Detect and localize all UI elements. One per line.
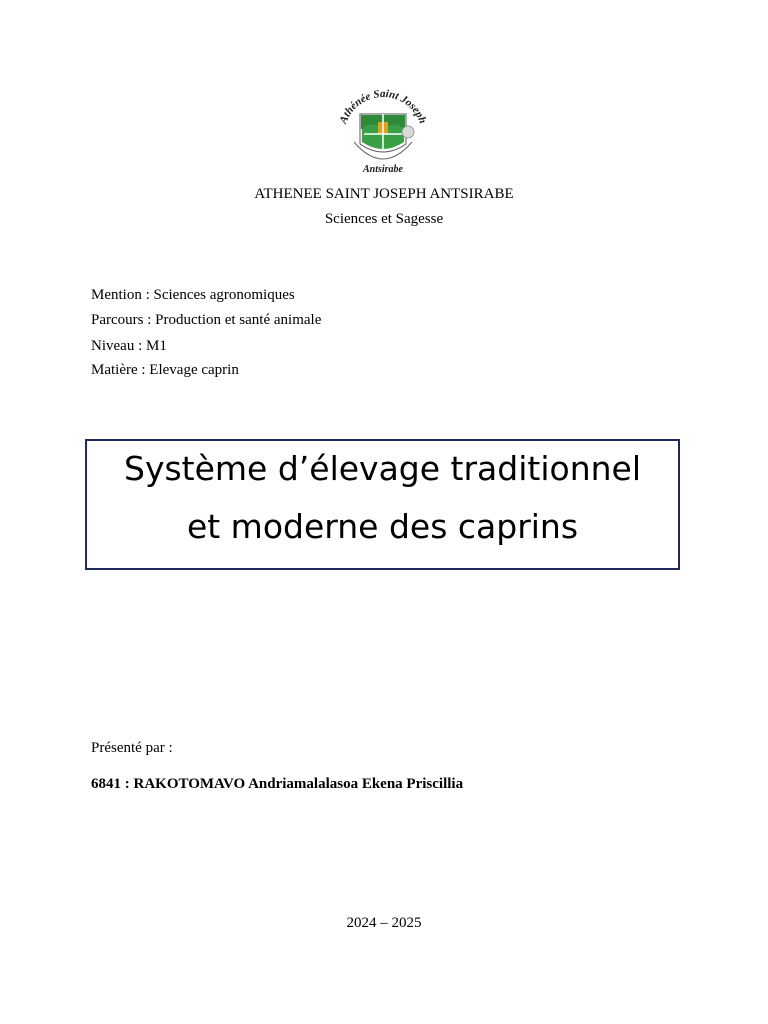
title-line-1: Système d’élevage traditionnel bbox=[124, 449, 641, 488]
school-logo bbox=[330, 84, 436, 182]
school-motto: Sciences et Sagesse bbox=[324, 211, 444, 227]
matiere-line: Matière : Elevage caprin bbox=[91, 362, 239, 378]
school-name: ATHENEE SAINT JOSEPH ANTSIRABE bbox=[254, 186, 514, 202]
mention-line: Mention : Sciences agronomiques bbox=[91, 287, 295, 303]
title-line-2: et moderne des caprins bbox=[186, 507, 579, 546]
presenter-label: Présenté par : bbox=[91, 740, 173, 756]
parcours-line: Parcours : Production et santé animale bbox=[91, 312, 322, 328]
title-box bbox=[85, 439, 680, 570]
niveau-line: Niveau : M1 bbox=[91, 338, 167, 354]
academic-year: 2024 – 2025 bbox=[346, 915, 422, 931]
logo-arc-text: Athénée Saint Joseph bbox=[337, 87, 429, 126]
presenter-name: 6841 : RAKOTOMAVO Andriamalalasoa Ekena Priscillia bbox=[91, 776, 464, 792]
logo-city-text: Antsirabe bbox=[362, 164, 404, 175]
